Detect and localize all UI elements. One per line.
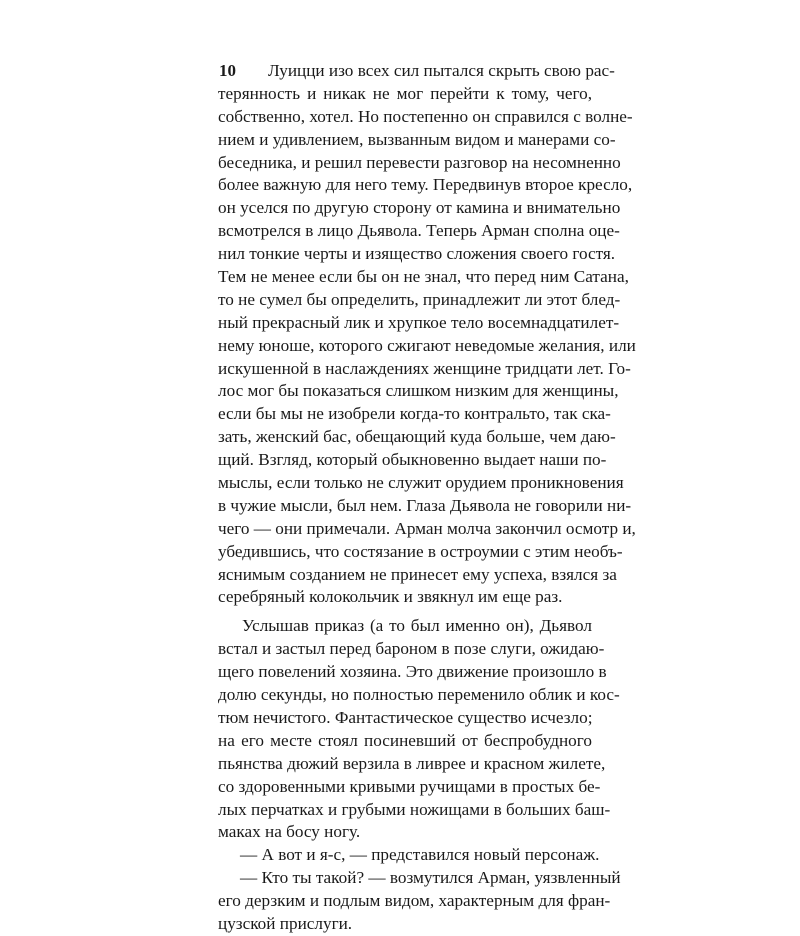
text-line: зать, женский бас, обещающий куда больше, чем даю- bbox=[218, 427, 616, 447]
text-line: лос мог бы показаться слишком низким для женщины, bbox=[218, 381, 619, 401]
text-line: на его месте стоял посиневший от беспробудного bbox=[218, 730, 592, 750]
text-line: терянность и никак не мог перейти к тому, чего, bbox=[218, 83, 592, 103]
paragraph bbox=[218, 867, 621, 936]
text-line: ный прекрасный лик и хрупкое тело восемнадцатилет- bbox=[218, 312, 620, 332]
text-line: если бы мы не изобрели когда-то контральто, так ска- bbox=[218, 404, 611, 424]
text-line: мыслы, если только не служит орудием проникновения bbox=[218, 473, 624, 493]
text-line: Луицци изо всех сил пытался скрыть свою рас- bbox=[268, 61, 615, 80]
text-line: — А вот и я-с, — представился новый персонаж. bbox=[240, 845, 600, 865]
text-line: то не сумел бы определить, принадлежит ли этот блед- bbox=[218, 289, 621, 309]
text-line: Услышав приказ (а то был именно он), Дьявол bbox=[242, 616, 592, 636]
text-line: щий. Взгляд, который обыкновенно выдает наши по- bbox=[218, 450, 607, 470]
text-line: он уселся по другую сторону от камина и внимательно bbox=[218, 198, 621, 218]
text-line: цузской прислуги. bbox=[218, 913, 353, 933]
text-line: — Кто ты такой? — возмутился Арман, уязвленный bbox=[240, 868, 621, 888]
page-number: 10 bbox=[219, 61, 236, 80]
text-line: чего — они примечали. Арман молча закончил осмотр и, bbox=[218, 518, 636, 538]
text-line: всмотрелся в лицо Дьявола. Теперь Арман сполна оце- bbox=[218, 221, 620, 241]
paragraph bbox=[218, 615, 620, 844]
text-line: нил тонкие черты и изящество сложения своего гостя. bbox=[218, 244, 616, 264]
text-line: его дерзким и подлым видом, характерным для фран- bbox=[218, 891, 611, 911]
text-line: маках на босу ногу. bbox=[218, 822, 361, 842]
paragraph bbox=[218, 844, 600, 867]
text-line: щего повелений хозяина. Это движение произошло в bbox=[218, 662, 607, 682]
text-line: серебряный колокольчик и звякнул им еще раз. bbox=[218, 587, 563, 607]
text-line: Тем не менее если бы он не знал, что перед ним Сатана, bbox=[218, 267, 629, 287]
text-line: нему юноше, которого сжигают неведомые желания, или bbox=[218, 335, 636, 355]
text-line: более важную для него тему. Передвинув второе кресло, bbox=[218, 175, 633, 195]
body-text bbox=[218, 60, 636, 936]
text-line: со здоровенными кривыми ручищами в простых бе- bbox=[218, 776, 601, 796]
text-line: искушенной в наслаждениях женщине тридцати лет. Го- bbox=[218, 358, 631, 378]
text-line: собственно, хотел. Но постепенно он справился с волне- bbox=[218, 106, 633, 126]
text-line: тюм нечистого. Фантастическое существо исчезло; bbox=[218, 707, 593, 727]
paragraph bbox=[218, 60, 636, 609]
text-line: яснимым созданием не принесет ему успеха, взялся за bbox=[218, 564, 617, 584]
text-line: лых перчатках и грубыми ножищами в больших баш- bbox=[218, 799, 611, 819]
text-line: убедившись, что состязание в остроумии с этим необъ- bbox=[218, 541, 623, 561]
text-line: беседника, и решил перевести разговор на несомненно bbox=[218, 152, 621, 172]
text-line: пьянства дюжий верзила в ливрее и красном жилете, bbox=[218, 753, 606, 773]
text-line: долю секунды, но полностью переменило облик и кос- bbox=[218, 685, 620, 705]
text-line: в чужие мысли, был нем. Глаза Дьявола не говорили ни- bbox=[218, 495, 632, 515]
text-line: встал и застыл перед бароном в позе слуги, ожидаю- bbox=[218, 639, 605, 659]
text-line: нием и удивлением, вызванным видом и манерами со- bbox=[218, 129, 616, 149]
